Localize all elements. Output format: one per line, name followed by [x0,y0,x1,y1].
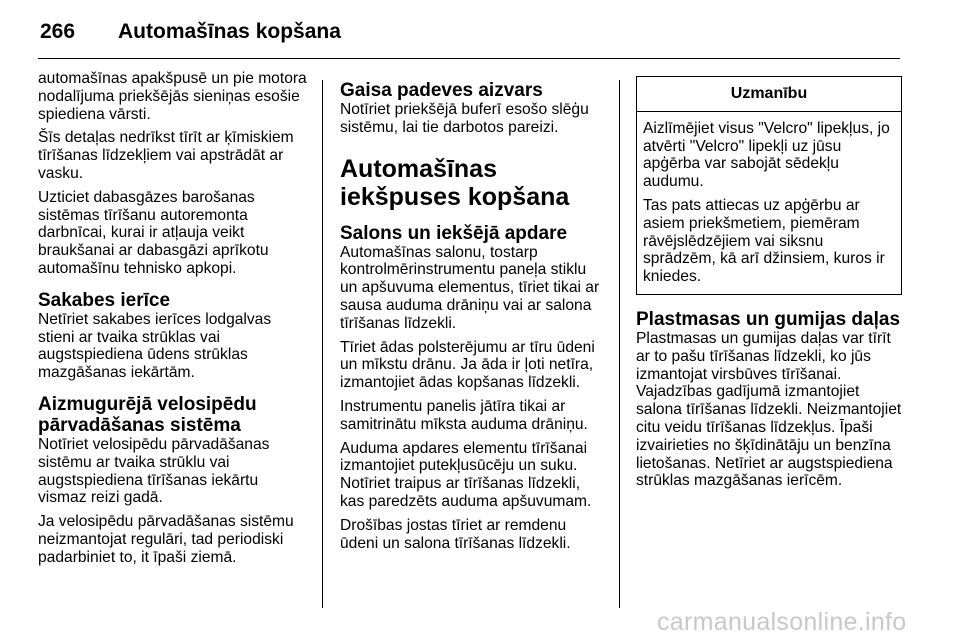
paragraph-interior-clean: Automašīnas salonu, tostarp kontrolmērinstrumentu paneļa stiklu un apšuvuma elementus, tīriet tikai ar sausa auduma drāniņu vai ar salona tīrīšanas līdzekli. [340,243,600,332]
heading-towing-device: Sakabes ierīce [38,289,171,311]
paragraph-pressure-valves: automašīnas apakšpusē un pie motora nodalījuma priekšējās sieniņas esošie spiediena vārsti. [38,70,307,123]
heading-interior-care: Automašīnas iekšpuses kopšana [340,154,570,211]
heading-plastic-rubber: Plastmasas un gumijas daļas [636,308,901,330]
caution-velcro: Aizlīmējiet visus "Velcro" lipekļus, jo atvērti "Velcro" lipekļi uz jūsu apģērba var sabojāt sēdekļu audumu. [643,119,890,191]
paragraph-no-chemicals: Šīs detaļas nedrīkst tīrīt ar ķīmiskiem tīrīšanas līdzekļiem vai apstrādāt ar vasku. [38,129,294,182]
page-title: Automašīnas kopšana [118,20,341,43]
caution-sharp-objects: Tas pats attiecas uz apģērbu ar asiem priekšmetiem, piemēram rāvējslēdzējiem vai siksnu sprādzēm, kā arī džinsiem, kuros ir kniedes. [643,196,885,286]
paragraph-bicycle-carrier-operate: Ja velosipēdu pārvadāšanas sistēmu neizmantojat regulāri, tad periodiski padarbiniet to, it īpaši ziemā. [38,513,294,566]
page-number: 266 [40,20,76,43]
column-divider-2 [619,80,620,608]
paragraph-fabric-trim: Auduma apdares elementu tīrīšanai izmantojiet putekļusūcēju un suku. Notīriet traipus ar tīrīšanas līdzekli, kas paredzēts auduma apšuvumam. [340,439,592,510]
paragraph-towing-device: Netīriet sakabes ierīces lodgalvas stieni ar tvaika strūklas vai augstspiediena ūdens strūklas mazgāšanas iekārtām. [38,310,272,382]
caution-title: Uzmanību [637,77,901,112]
paragraph-seat-belts: Drošības jostas tīriet ar remdenu ūdeni un salona tīrīšanas līdzekli. [340,516,571,552]
caution-box [636,76,902,295]
header-divider [38,58,900,59]
paragraph-gas-system-service: Uzticiet dabasgāzes barošanas sistēmas tīrīšanu autoremonta darbnīcai, kurai ir atļauja veikt braukšanai ar dabasgāzi aprīkotu automašīnu tehnisko apkopi. [38,188,269,277]
caution-body [637,112,901,294]
watermark: carmanualsonline.info [657,608,907,636]
heading-bicycle-carrier: Aizmugurējā velosipēdu pārvadāšanas sistēma [38,393,257,436]
column-2 [340,80,606,558]
paragraph-bicycle-carrier-clean: Notīriet velosipēdu pārvadāšanas sistēmu ar tvaika strūklu vai augstspiediena tīrīšanas iekārtu vismaz reizi gadā. [38,435,270,507]
heading-air-shutter: Gaisa padeves aizvars [340,80,543,101]
paragraph-plastic-rubber: Plastmasas un gumijas daļas var tīrīt ar to pašu tīrīšanas līdzekli, ko jūs izmantojat virsbūves tīrīšanai. Vajadzības gadījumā izmantojiet salona tīrīšanas līdzekli. Neizmantojiet citu veidu tīrīšanas līdzekļus. Īpaši izvairieties no šķīdinātāju un benzīna lietošanas. Netīriet ar augstspiediena strūklas mazgāšanas ierīcēm. [636,329,902,490]
paragraph-air-shutter: Notīriet priekšējā buferī esošo slēģu sistēmu, lai tie darbotos pareizi. [340,101,589,136]
column-1 [38,70,310,573]
heading-interior-trim: Salons un iekšējā apdare [340,222,568,244]
column-3 [636,70,902,496]
column-divider-1 [322,80,323,608]
paragraph-leather: Tīriet ādas polsterējumu ar tīru ūdeni un mīkstu drānu. Ja āda ir ļoti netīra, izmantojiet ādas kopšanas līdzekli. [340,338,595,392]
page-header [0,0,960,60]
paragraph-instrument-panel: Instrumentu panelis jātīra tikai ar samitrinātu mīksta auduma drāniņu. [340,397,588,433]
